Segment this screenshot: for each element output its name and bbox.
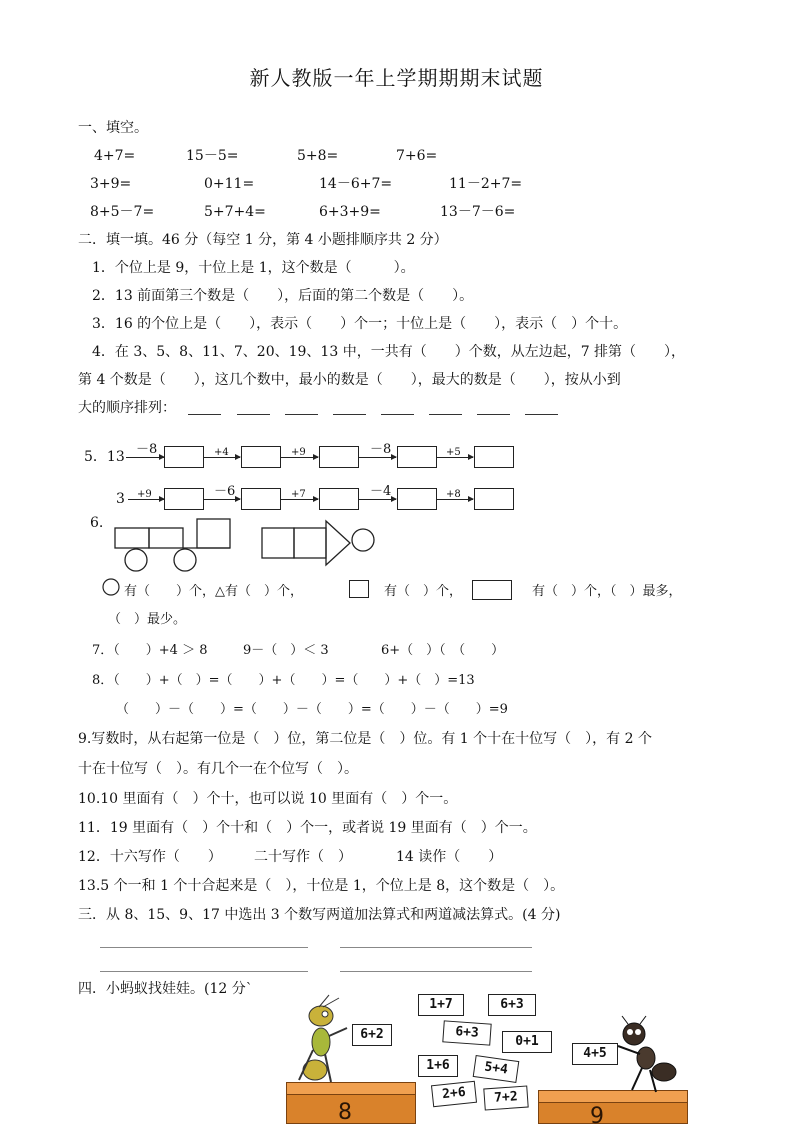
question-12-part: 14 读作（ ）	[396, 849, 503, 865]
equation: 5+8=	[297, 148, 339, 164]
answer-blank[interactable]	[237, 414, 270, 415]
equation: 0+11=	[204, 176, 255, 192]
question-4-line-1: 4．在 3、5、8、11、7、20、19、13 中，一共有（ ）个数，从左边起，7 排第（ ），	[92, 344, 686, 360]
math-card[interactable]: 7+2	[483, 1085, 528, 1110]
page-title: 新人教版一年上学期期期末试题	[249, 66, 544, 90]
math-card[interactable]: 2+6	[431, 1081, 477, 1107]
shape-figures	[110, 516, 380, 574]
question-10: 10.10 里面有（ ）个十，也可以说 10 里面有（ ）个一。	[78, 791, 458, 807]
question-6-text: 有（ ）个，（ ）最多，	[532, 584, 682, 599]
question-4-line-2: 第 4 个数是（ ），这几个数中，最小的数是（ ），最大的数是（ ），按从小到	[78, 372, 621, 388]
equation: 5+7+4=	[204, 204, 266, 220]
rectangle-shape	[115, 528, 149, 548]
equation: 7+6=	[396, 148, 438, 164]
triangle-shape	[326, 521, 350, 565]
equation: 4+7=	[94, 148, 136, 164]
chain-operator: +9	[137, 489, 152, 500]
question-6-text: 有（ ）个，△有（ ）个，	[124, 584, 303, 599]
answer-blank[interactable]	[333, 414, 366, 415]
question-1: 1．个位上是 9，十位上是 1，这个数是（ ）。	[92, 260, 415, 276]
question-8-line-1: 8．（ ）+（ ）=（ ）+（ ）=（ ）+（ ）=13	[92, 673, 475, 688]
answer-line[interactable]	[340, 971, 532, 972]
math-card[interactable]: 4+5	[572, 1043, 618, 1065]
question-7-part: 6+（ ）（ （ ）	[381, 643, 505, 658]
equation: 3+9=	[90, 176, 132, 192]
chain-operator: +9	[291, 447, 306, 458]
section-1-heading: 一、填空。	[78, 120, 148, 136]
section-3-heading: 三．从 8、15、9、17 中选出 3 个数写两道加法算式和两道减法算式。(4 分)	[78, 907, 561, 923]
answer-box[interactable]	[474, 446, 514, 468]
answer-box[interactable]	[397, 488, 437, 510]
crate-right	[538, 1102, 688, 1124]
answer-box[interactable]	[241, 488, 281, 510]
answer-box[interactable]	[319, 488, 359, 510]
chain-start-label: 3	[116, 491, 125, 507]
question-9-line-2: 十在十位写（ ）。有几个一在个位写（ ）。	[78, 761, 358, 777]
circle-shape	[125, 549, 147, 571]
equation: 8+5－7=	[90, 204, 155, 220]
circle-shape	[352, 529, 374, 551]
arrow-icon	[359, 499, 396, 500]
chain-operator: +4	[214, 447, 229, 458]
rectangle-shape	[149, 528, 183, 548]
arrow-icon	[204, 499, 240, 500]
question-8-line-2: （ ）－（ ）=（ ）－（ ）=（ ）－（ ）=9	[116, 702, 508, 717]
circle-shape	[174, 549, 196, 571]
answer-line[interactable]	[340, 947, 532, 948]
question-11: 11．19 里面有（ ）个十和（ ）个一，或者说 19 里面有（ ）个一。	[78, 820, 537, 836]
crate-number: 9	[590, 1104, 604, 1129]
chain-operator: －4	[370, 484, 392, 499]
chain-start-label: 5．13	[84, 449, 125, 465]
question-12-part: 12．十六写作（ ）	[78, 849, 222, 865]
chain-operator: +7	[291, 489, 306, 500]
chain-operator: －8	[136, 442, 158, 457]
chain-operator: +5	[446, 447, 461, 458]
arrow-figure	[262, 521, 374, 565]
answer-blank[interactable]	[525, 414, 558, 415]
equation: 14－6+7=	[319, 176, 393, 192]
math-card[interactable]: 0+1	[502, 1031, 552, 1053]
question-2: 2．13 前面第三个数是（ ），后面的第二个数是（ ）。	[92, 288, 474, 304]
answer-line[interactable]	[100, 971, 308, 972]
question-6-label: 6.	[90, 515, 104, 531]
square-shape	[262, 528, 294, 558]
answer-blank[interactable]	[477, 414, 510, 415]
chain-operator: －6	[214, 484, 236, 499]
answer-blank[interactable]	[188, 414, 221, 415]
arrow-icon	[359, 457, 396, 458]
question-7-part: 7．（ ）+4 ＞ 8	[92, 643, 208, 658]
math-card[interactable]: 6+2	[352, 1024, 392, 1046]
chain-operator: －8	[370, 442, 392, 457]
question-4-line-3: 大的顺序排列：	[78, 400, 176, 416]
math-card[interactable]: 1+6	[418, 1055, 458, 1077]
answer-blank[interactable]	[429, 414, 462, 415]
answer-line[interactable]	[100, 947, 308, 948]
question-13: 13.5 个一和 1 个十合起来是（ ），十位是 1，个位上是 8，这个数是（ ）。	[78, 878, 565, 894]
math-card[interactable]: 1+7	[418, 994, 464, 1016]
question-7-part: 9－（ ）＜ 3	[243, 643, 329, 658]
answer-box[interactable]	[397, 446, 437, 468]
question-3: 3．16 的个位上是（ ），表示（ ）个一；十位上是（ ），表示（ ）个十。	[92, 316, 628, 332]
section-2-heading: 二．填一填。46 分（每空 1 分，第 4 小题排顺序共 2 分）	[78, 232, 448, 248]
math-card[interactable]: 6+3	[442, 1020, 491, 1045]
equation: 11－2+7=	[449, 176, 523, 192]
answer-box[interactable]	[164, 488, 204, 510]
answer-blank[interactable]	[285, 414, 318, 415]
answer-box[interactable]	[241, 446, 281, 468]
square-shape	[294, 528, 326, 558]
question-9-line-1: 9.写数时，从右起第一位是（ ）位，第二位是（ ）位。有 1 个十在十位写（ ），有 2 个	[78, 731, 652, 747]
question-12-part: 二十写作（ ）	[254, 849, 352, 865]
answer-box[interactable]	[164, 446, 204, 468]
circle-icon	[101, 577, 121, 597]
question-6-text: 有（ ）个，	[384, 584, 463, 599]
question-6-text: （ ）最少。	[108, 612, 187, 627]
answer-box[interactable]	[319, 446, 359, 468]
answer-blank[interactable]	[381, 414, 414, 415]
arrow-icon	[126, 457, 164, 458]
math-card[interactable]: 5+4	[473, 1055, 520, 1083]
math-card[interactable]: 6+3	[488, 994, 536, 1016]
section-4-heading: 四．小蚂蚁找娃娃。(12 分`	[78, 981, 253, 997]
equation: 13－7－6=	[440, 204, 516, 220]
equation: 15－5=	[186, 148, 239, 164]
square-shape	[197, 519, 230, 548]
equation: 6+3+9=	[319, 204, 381, 220]
chain-operator: +8	[446, 489, 461, 500]
answer-box[interactable]	[474, 488, 514, 510]
truck-figure	[115, 519, 230, 571]
ant-icon	[612, 1014, 682, 1094]
rectangle-icon	[472, 580, 512, 600]
crate-number: 8	[338, 1100, 352, 1125]
square-icon	[349, 580, 369, 598]
